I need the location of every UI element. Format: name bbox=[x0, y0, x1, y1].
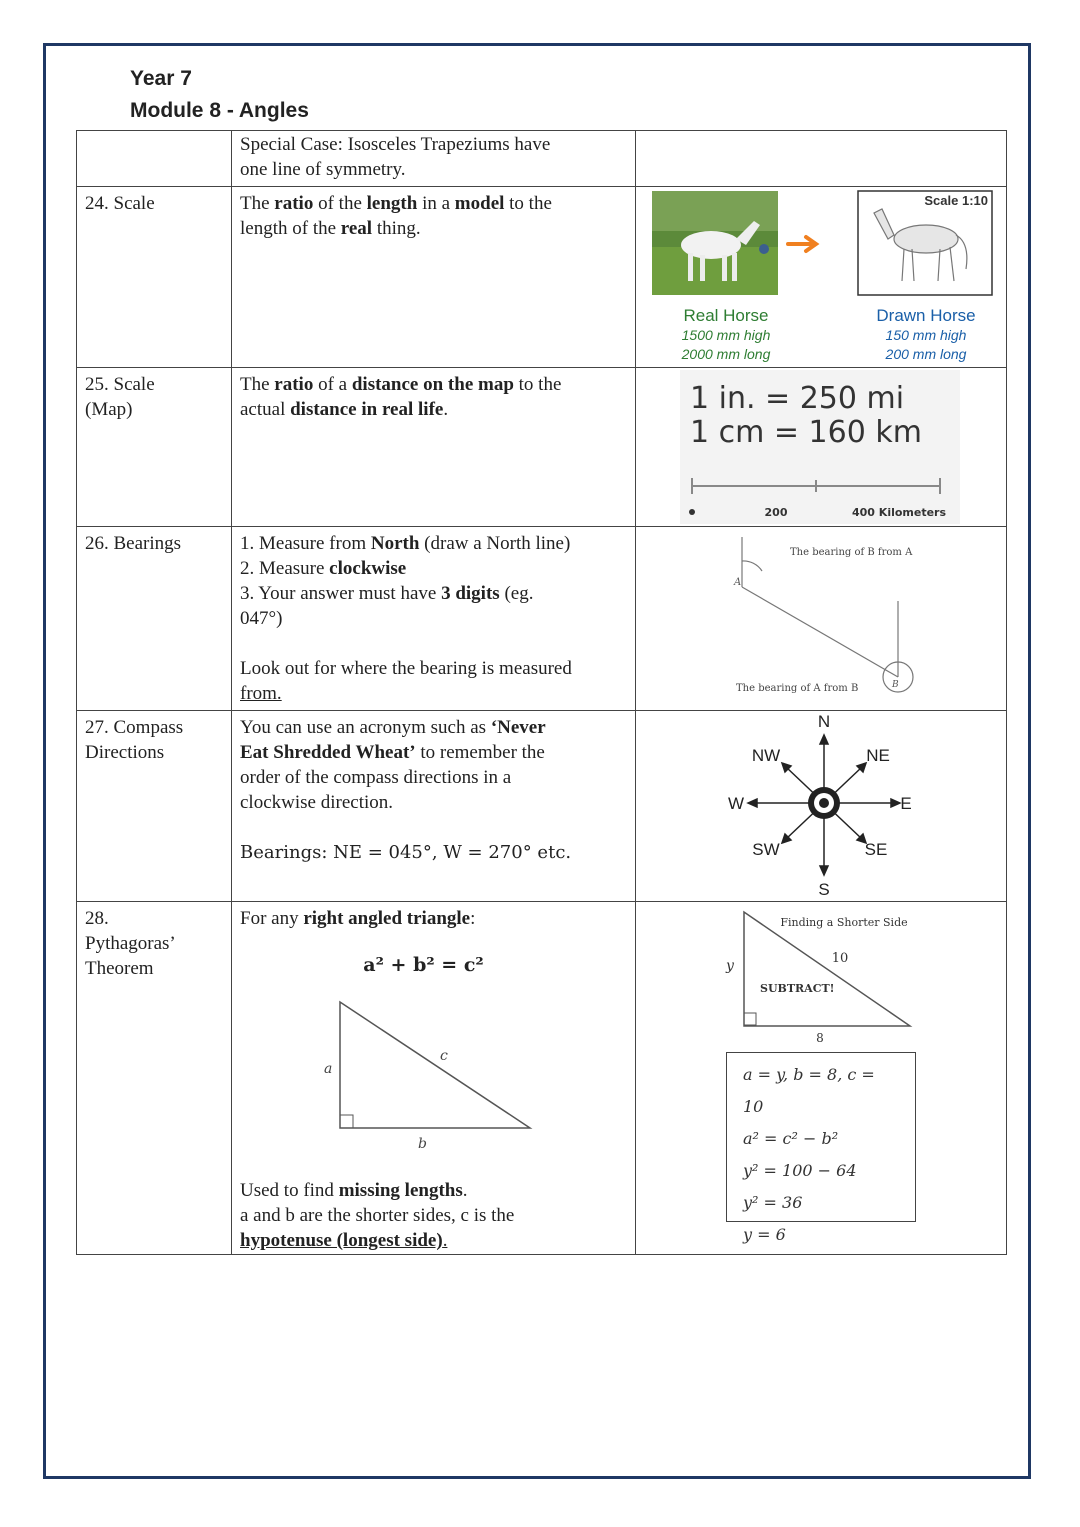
svg-text:B: B bbox=[892, 680, 899, 690]
svg-text:W: W bbox=[727, 794, 745, 813]
svg-text:c: c bbox=[440, 1048, 448, 1064]
scale-line-cm: 1 cm = 160 km bbox=[690, 415, 922, 450]
svg-text:8: 8 bbox=[816, 1031, 824, 1042]
svg-text:200 mm long: 200 mm long bbox=[885, 346, 967, 362]
term-scale: 24. Scale bbox=[77, 187, 232, 368]
term-pythagoras: 28. Pythagoras’ Theorem bbox=[77, 902, 232, 1255]
svg-text:400 Kilometers: 400 Kilometers bbox=[852, 506, 947, 519]
term-compass: 27. Compass Directions bbox=[77, 711, 232, 902]
svg-text:1500 mm high: 1500 mm high bbox=[681, 327, 771, 343]
map-scale-diagram bbox=[636, 368, 1007, 527]
table-row-trapezium: Special Case: Isosceles Trapeziums have one line of symmetry. bbox=[77, 131, 1007, 187]
label-bearing-a-from-b: The bearing of A from B bbox=[736, 683, 859, 694]
definition-map-scale: The ratio of a distance on the map to the actual distance in real life. bbox=[232, 368, 636, 527]
svg-text:Real Horse: Real Horse bbox=[683, 306, 769, 325]
svg-text:NE: NE bbox=[866, 746, 890, 765]
svg-text:S: S bbox=[818, 880, 830, 899]
bearings-diagram bbox=[636, 527, 1007, 711]
bearing-diagram-image bbox=[636, 527, 1004, 705]
definition-scale: The ratio of the length in a model to the length of the real thing. bbox=[232, 187, 636, 368]
module-heading: Module 8 - Angles bbox=[130, 99, 309, 122]
svg-text:Drawn Horse: Drawn Horse bbox=[876, 306, 976, 325]
svg-text:E: E bbox=[900, 794, 912, 813]
shorter-side-diagram bbox=[636, 902, 1004, 1042]
svg-text:NW: NW bbox=[751, 746, 781, 765]
table-row-scale bbox=[77, 187, 1007, 368]
svg-text:y: y bbox=[726, 958, 734, 974]
svg-text:a: a bbox=[324, 1061, 333, 1077]
label-bearing-b-from-a: The bearing of B from A bbox=[790, 547, 913, 558]
working-box: a = y, b = 8, c = 10 a² = c² − b² y² = 100 − 64 y² = 36 y = 6 bbox=[726, 1052, 916, 1222]
svg-text:SW: SW bbox=[752, 840, 780, 859]
arrow-icon bbox=[788, 237, 816, 251]
svg-text:SE: SE bbox=[864, 840, 888, 859]
scale-tag: Scale 1:10 bbox=[924, 193, 988, 208]
definition-pythagoras: For any right angled triangle: a² + b² = c² a b c Used to find missing lengths. a and b are the shorter sides, c is the hypotenuse (longest side). bbox=[232, 902, 636, 1255]
horse-scale-image bbox=[636, 187, 1004, 367]
table-row-compass bbox=[77, 711, 1007, 902]
compass-rose-icon bbox=[636, 711, 1004, 901]
pythagoras-formula: a² + b² = c² bbox=[363, 954, 484, 976]
svg-text:150 mm high: 150 mm high bbox=[885, 327, 967, 343]
svg-text:N: N bbox=[817, 712, 831, 731]
table-row-pythagoras bbox=[77, 902, 1007, 1255]
svg-text:Finding a Shorter Side: Finding a Shorter Side bbox=[780, 916, 908, 929]
svg-text:200: 200 bbox=[764, 506, 788, 519]
year-heading: Year 7 bbox=[130, 67, 192, 90]
knowledge-table bbox=[76, 130, 1007, 1255]
svg-text:A: A bbox=[734, 577, 742, 588]
right-triangle-diagram bbox=[320, 988, 560, 1158]
term-bearings: 26. Bearings bbox=[77, 527, 232, 711]
table-row-bearings bbox=[77, 527, 1007, 711]
svg-text:b: b bbox=[418, 1136, 427, 1152]
compass-diagram bbox=[636, 711, 1007, 902]
definition-compass: You can use an acronym such as ‘Never Eat Shredded Wheat’ to remember the order of the compass directions in a clockwise direction. Bearings: NE = 045°, W = 270° etc. bbox=[232, 711, 636, 902]
map-scale-image bbox=[636, 368, 1004, 526]
term-map-scale: 25. Scale (Map) bbox=[77, 368, 232, 527]
definition-bearings: 1. Measure from North (draw a North line) 2. Measure clockwise 3. Your answer must have 3 digits (eg. 047°) Look out for where the bearing is measured from. bbox=[232, 527, 636, 711]
svg-text:2000 mm long: 2000 mm long bbox=[681, 346, 771, 362]
horse-diagram bbox=[636, 187, 1007, 368]
scale-line-inches: 1 in. = 250 mi bbox=[690, 381, 905, 416]
svg-text:SUBTRACT!: SUBTRACT! bbox=[760, 982, 835, 995]
svg-text:10: 10 bbox=[831, 951, 849, 966]
pythagoras-example bbox=[636, 902, 1007, 1255]
table-row-map-scale bbox=[77, 368, 1007, 527]
